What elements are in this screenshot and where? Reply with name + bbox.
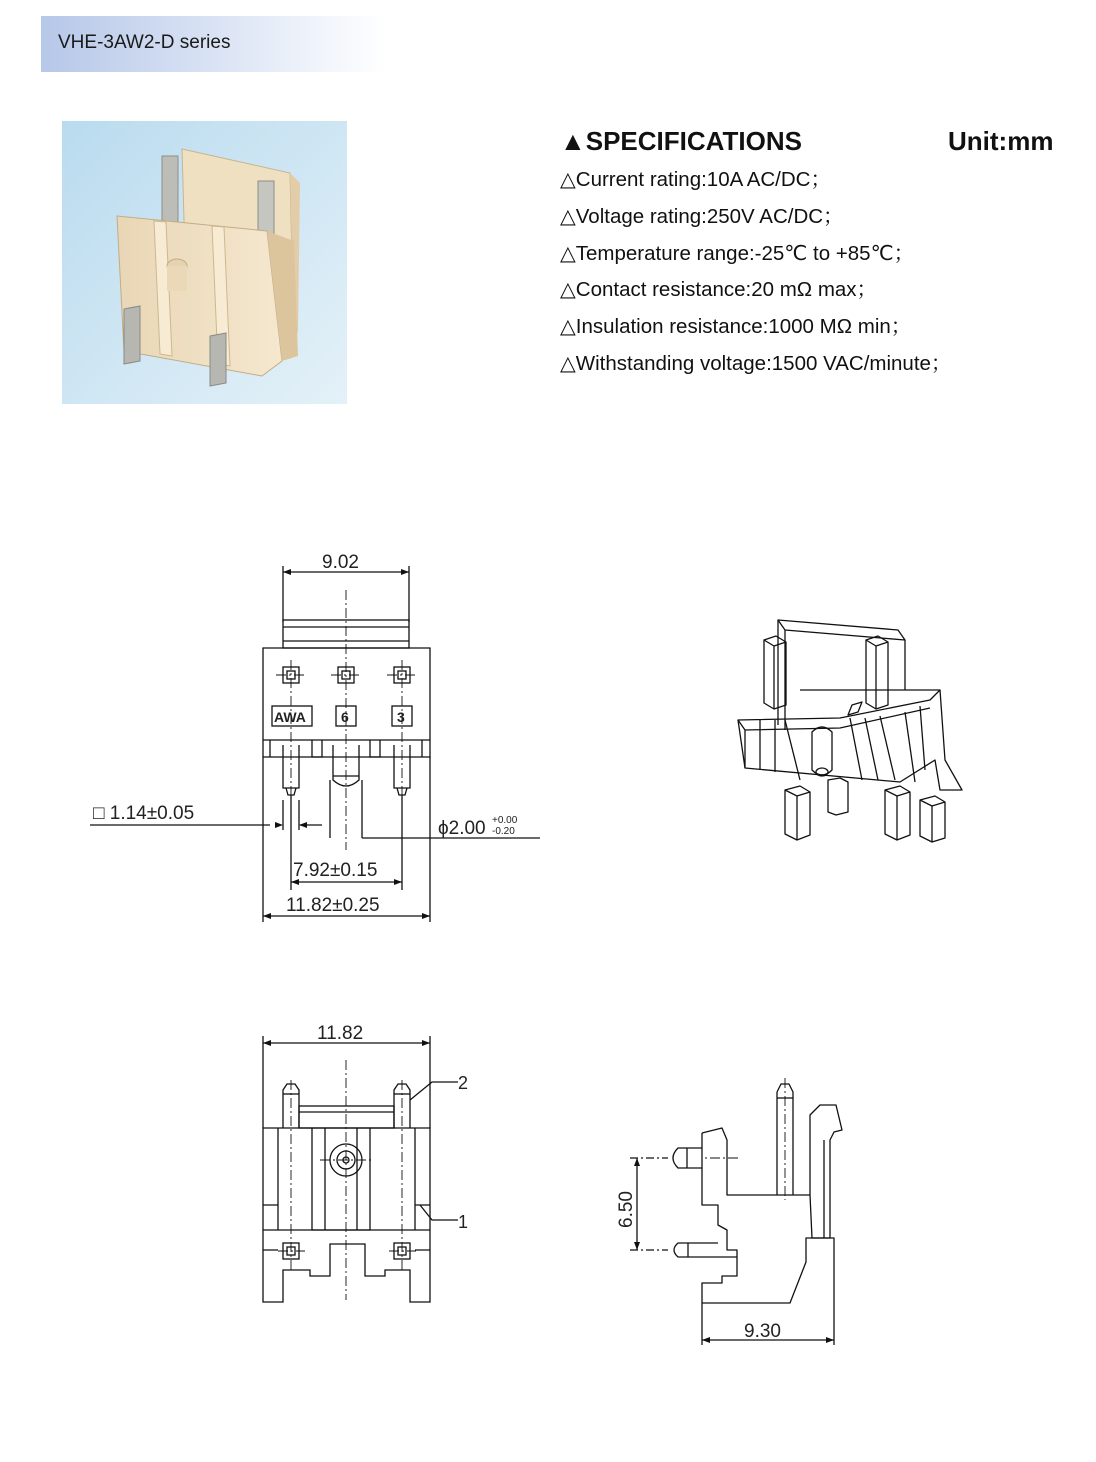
isometric-view-drawing	[730, 605, 970, 850]
dim-bottom-width: 11.82	[317, 1023, 364, 1044]
specifications-title: ▲SPECIFICATIONS	[560, 126, 802, 156]
spec-insulation-resistance: △Insulation resistance:1000 MΩ min；	[560, 315, 912, 339]
specifications-unit: Unit:mm	[948, 126, 1054, 156]
product-photo	[62, 121, 347, 404]
dim-side-depth: 9.30	[744, 1321, 781, 1342]
series-title: VHE-3AW2-D series	[58, 32, 231, 53]
mark-awa: AWA	[274, 709, 306, 725]
spec-voltage-rating: △Voltage rating:250V AC/DC；	[560, 204, 844, 228]
dim-side-height: 6.50	[616, 1191, 637, 1228]
front-view-drawing	[85, 545, 545, 930]
dim-hole-tol-plus: +0.00	[492, 815, 518, 826]
dim-hole-diameter: ϕ2.00	[438, 818, 486, 839]
mark-6: 6	[341, 709, 349, 725]
dim-hole-tol-minus: -0.20	[492, 826, 515, 837]
series-header-band	[41, 16, 386, 72]
dim-top-width: 9.02	[322, 552, 359, 573]
dim-overall-width: 11.82±0.25	[286, 895, 380, 916]
callout-1: 1	[458, 1212, 469, 1232]
bottom-view-drawing	[255, 1015, 475, 1310]
side-view-drawing	[605, 1070, 860, 1355]
spec-temperature-range: △Temperature range:-25℃ to +85℃；	[560, 241, 915, 265]
spec-withstanding-voltage: △Withstanding voltage:1500 VAC/minute；	[560, 351, 952, 375]
mark-3: 3	[397, 709, 405, 725]
dim-pin-square: □ 1.14±0.05	[93, 803, 195, 824]
dim-pitch: 7.92±0.15	[293, 860, 378, 881]
spec-current-rating: △Current rating:10A AC/DC；	[560, 168, 831, 191]
callout-2: 2	[458, 1073, 469, 1093]
spec-contact-resistance: △Contact resistance:20 mΩ max；	[560, 278, 878, 302]
specifications-list	[560, 166, 951, 387]
